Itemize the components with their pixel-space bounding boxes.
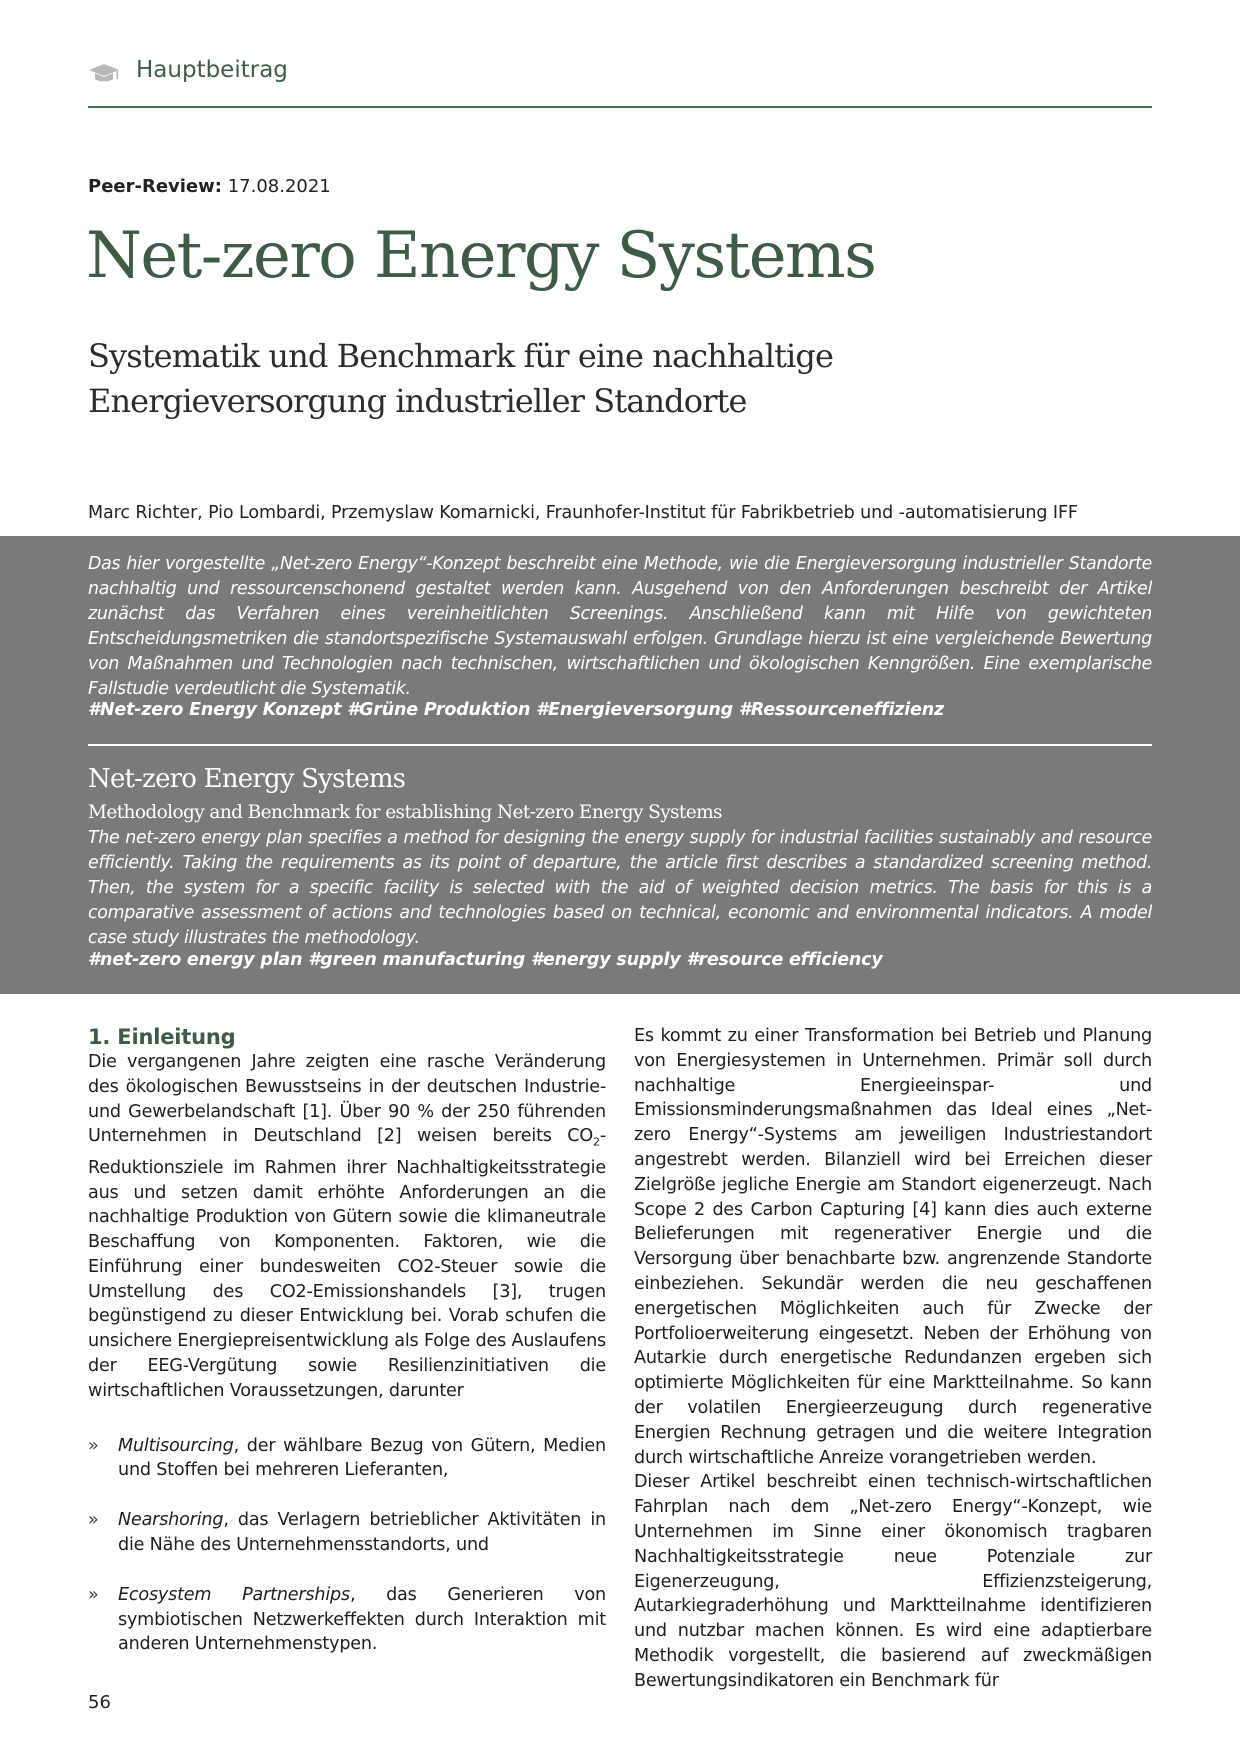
co2-subscript: 2 bbox=[593, 1135, 600, 1149]
hashtags-german: #Net-zero Energy Konzept #Grüne Produktion #Energieversorgung #Ressourceneffizienz bbox=[88, 700, 944, 720]
hashtags-english: #net-zero energy plan #green manufacturing #energy supply #resource efficiency bbox=[88, 950, 883, 970]
english-subtitle: Methodology and Benchmark for establishing Net-zero Energy Systems bbox=[88, 802, 722, 823]
article-subtitle-line-2: Energieversorgung industrieller Standorte bbox=[88, 382, 747, 420]
intro-paragraph bbox=[88, 1050, 606, 1404]
bullet-text: , das Verlagern betrieblicher Aktivitäten in die Nähe des Unternehmensstandorts, und bbox=[118, 1510, 606, 1556]
intro-text-part-2: -Reduktionsziele im Rahmen ihrer Nachhaltigkeitsstrategie aus und setzen damit erhöhte Anforderungen an die nachhaltige Produktion von Gütern sowie die klimaneutrale Beschaffung von Komponenten. Faktoren, wie die Einführung einer bundesweiten CO2-Steuer sowie die Umstellung des CO2-Emissionshandels [3], trugen begünstigend zu dieser Entwicklung bei. Vorab schufen die unsichere Energiepreisentwicklung als Folge des Auslaufens der EEG-Vergütung sowie Resilienzinitiativen die wirtschaftlichen Voraussetzungen, darunter bbox=[88, 1126, 606, 1401]
peer-review-date: 17.08.2021 bbox=[227, 176, 331, 197]
section-header bbox=[88, 56, 1152, 108]
list-item bbox=[88, 1583, 606, 1657]
peer-review-line bbox=[88, 176, 331, 197]
english-title: Net-zero Energy Systems bbox=[88, 764, 406, 794]
section-label: Hauptbeitrag bbox=[136, 57, 288, 83]
abstract-english: The net-zero energy plan specifies a method for designing the energy supply for industrial facilities sustainably and resource efficiently. Taking the requirements as its point of departure, the article first describes a standardized screening method. Then, the system for a specific facility is selected with the aid of weighted decision metrics. The basis for this is a comparative assessment of actions and technologies based on technical, economic and environmental indicators. A model case study illustrates the methodology. bbox=[88, 828, 1152, 948]
bullet-marker: » bbox=[88, 1435, 99, 1456]
intro-text-part-1: Die vergangenen Jahre zeigten eine rasche Veränderung des ökologischen Bewusstseins in der deutschen Industrie- und Gewerbelandschaft [1]. Über 90 % der 250 führenden Unternehmen in Deutschland [2] weisen bereits CO bbox=[88, 1052, 606, 1147]
article-title: Net-zero Energy Systems bbox=[86, 219, 876, 293]
peer-review-label: Peer-Review: bbox=[88, 176, 222, 197]
body-paragraph-1: Es kommt zu einer Transformation bei Betrieb und Planung von Energiesystemen in Unternehmen. Primär soll durch nachhaltige Energieeinspar- und Emissionsminderungsmaßnahmen das Ideal eines „Net-zero Energy“-Systems am jeweiligen Industriestandort angestrebt werden. Bilanziell wird bei Erreichen dieser Zielgröße jegliche Energie am Standort eigenerzeugt. Nach Scope 2 des Carbon Capturing [4] kann dies auch externe Belieferungen mit regenerativer Energie und die Versorgung über benachbarte bzw. angrenzende Standorte einbeziehen. Sekundär werden die neu geschaffenen energetischen Möglichkeiten auch für Zwecke der Portfolioerweiterung eingesetzt. Neben der Erhöhung von Autarkie durch energetische Redundanzen ergeben sich optimierte Möglichkeiten für eine Marktteilnahme. So kann der volatilen Energieerzeugung durch regenerative Energien Rechnung getragen und die weitere Integration durch wirtschaftliche Anreize vorangetrieben werden. bbox=[634, 1026, 1152, 1468]
section-heading: 1. Einleitung bbox=[88, 1025, 236, 1049]
body-column-right bbox=[634, 1024, 1152, 1694]
list-item bbox=[88, 1508, 606, 1558]
author-line: Marc Richter, Pio Lombardi, Przemyslaw Komarnicki, Fraunhofer-Institut für Fabrikbetrieb und -automatisierung IFF bbox=[88, 503, 1078, 523]
abstract-box bbox=[0, 536, 1240, 994]
bullet-marker: » bbox=[88, 1584, 99, 1605]
bullet-list bbox=[88, 1434, 606, 1658]
abstract-german: Das hier vorgestellte „Net-zero Energy“-Konzept beschreibt eine Methode, wie die Energieversorgung industrieller Standorte nachhaltig und ressourcenschonend gestaltet werden kann. Ausgehend von den Anforderungen beschreibt der Artikel zunächst das Verfahren eines vereinheitlichten Screenings. Anschließend kann mit Hilfe von gewichteten Entscheidungsmetriken die standortspezifische Systemauswahl erfolgen. Grundlage hierzu ist eine vergleichende Bewertung von Maßnahmen und Technologien nach technischen, wirtschaftlichen und ökologischen Kenngrößen. Eine exemplarische Fallstudie verdeutlicht die Systematik. bbox=[88, 554, 1152, 699]
bullet-text: , der wählbare Bezug von Gütern, Medien und Stoffen bei mehreren Lieferanten, bbox=[118, 1435, 606, 1481]
bullet-term: Multisourcing bbox=[118, 1435, 234, 1456]
article-subtitle-line-1: Systematik und Benchmark für eine nachhaltige bbox=[88, 337, 834, 375]
graduation-cap-icon bbox=[88, 62, 120, 84]
bullet-term: Nearshoring bbox=[118, 1510, 224, 1531]
bullet-text: , das Generieren von symbiotischen Netzwerkeffekten durch Interaktion mit anderen Unternehmenstypen. bbox=[118, 1584, 607, 1655]
bullet-marker: » bbox=[88, 1510, 99, 1531]
body-paragraph-2: Dieser Artikel beschreibt einen technisch-wirtschaftlichen Fahrplan nach dem „Net-zero Energy“-Konzept, wie Unternehmen im Sinne einer ökonomisch tragbaren Nachhaltigkeitsstrategie neue Potenziale zur Eigenerzeugung, Effizienzsteigerung, Autarkiegraderhöhung und Marktteilnahme identifizieren und nutzbar machen können. Es wird eine adaptierbare Methodik vorgestellt, die basierend auf zweckmäßigen Bewertungsindikatoren ein Benchmark für bbox=[634, 1472, 1152, 1691]
list-item bbox=[88, 1434, 606, 1484]
page-number: 56 bbox=[88, 1692, 111, 1713]
bullet-term: Ecosystem Partnerships bbox=[118, 1584, 350, 1605]
body-column-left bbox=[88, 1024, 606, 1682]
article-subtitle bbox=[88, 334, 833, 424]
abstract-divider bbox=[88, 744, 1152, 746]
